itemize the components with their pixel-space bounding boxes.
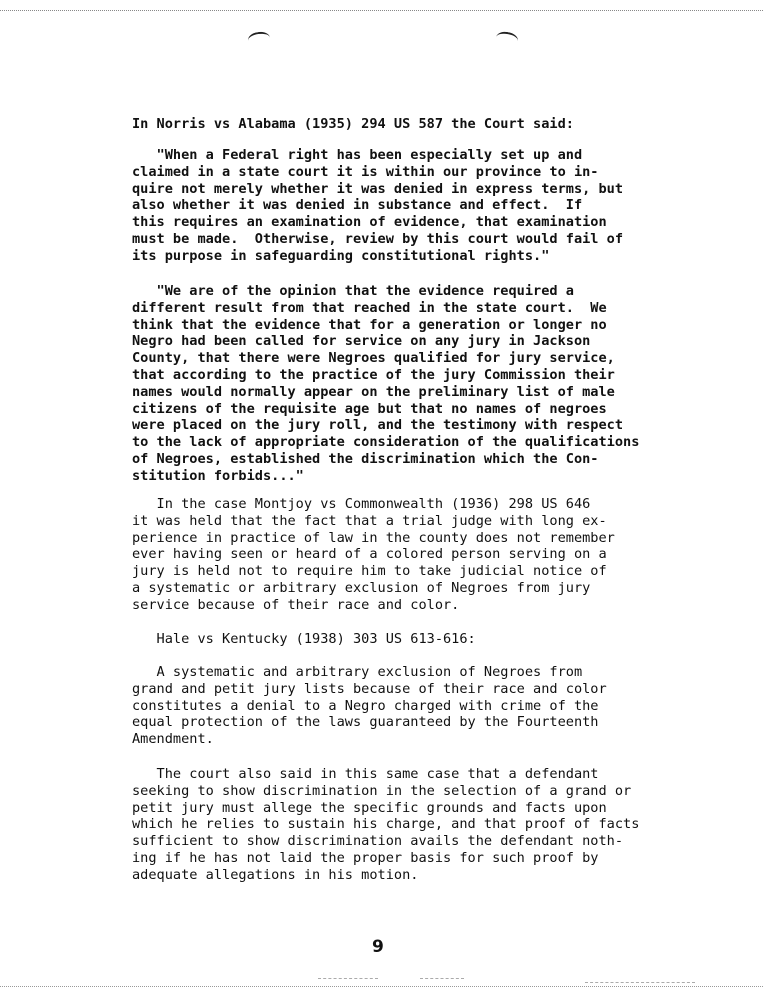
binder-mark-left xyxy=(247,31,271,48)
case-heading-hale xyxy=(132,631,702,648)
text-line: "When a Federal right has been especially set up and xyxy=(132,147,583,163)
paragraph-opinion-quote xyxy=(132,283,702,485)
text-line: ever having seen or heard of a colored person serving on a xyxy=(132,546,607,563)
page-number: 9 xyxy=(372,937,384,957)
scan-smudge xyxy=(585,982,695,984)
text-line: names would normally appear on the preliminary list of male xyxy=(132,383,615,400)
text-line: seeking to show discrimination in the selection of a grand or xyxy=(132,782,632,799)
text-line: it was held that the fact that a trial judge with long ex- xyxy=(132,512,607,529)
text-line: quire not merely whether it was denied in express terms, but xyxy=(132,180,624,197)
scan-smudge xyxy=(318,978,378,980)
text-line: also whether it was denied in substance and effect. If xyxy=(132,197,583,214)
binder-mark-right xyxy=(495,30,519,48)
text-line: claimed in a state court it is within our province to in- xyxy=(132,163,599,180)
text-line: Amendment. xyxy=(132,731,214,748)
case-heading-norris: In Norris vs Alabama (1935) 294 US 587 the Court said: xyxy=(132,116,574,132)
text-line: of Negroes, established the discrimination which the Con- xyxy=(132,450,599,467)
text-line: petit jury must allege the specific grounds and facts upon xyxy=(132,799,607,816)
text-line: adequate allegations in his motion. xyxy=(132,866,419,883)
text-line: A systematic and arbitrary exclusion of Negroes from xyxy=(132,664,583,680)
text-line: jury is held not to require him to take judicial notice of xyxy=(132,563,607,580)
text-line: a systematic or arbitrary exclusion of Negroes from jury xyxy=(132,579,591,596)
text-line: The court also said in this same case that a defendant xyxy=(132,766,599,782)
paragraph-hale-summary xyxy=(132,664,702,748)
text-line: that according to the practice of the jury Commission their xyxy=(132,366,615,383)
text-line: its purpose in safeguarding constitutional rights." xyxy=(132,247,550,264)
text-line: different result from that reached in the state court. We xyxy=(132,299,607,316)
text-line: perience in practice of law in the county does not remember xyxy=(132,529,615,546)
paragraph-montjoy xyxy=(132,496,702,614)
text-line: County, that there were Negroes qualified for jury service, xyxy=(132,350,615,367)
text-line: service because of their race and color. xyxy=(132,596,460,613)
text-line: sufficient to show discrimination avails the defendant noth- xyxy=(132,833,624,850)
text-line: must be made. Otherwise, review by this court would fail of xyxy=(132,230,624,247)
text-line: In the case Montjoy vs Commonwealth (1936) 298 US 646 xyxy=(132,496,591,512)
text-line: constitutes a denial to a Negro charged with crime of the xyxy=(132,697,599,714)
text-line: citizens of the requisite age but that no names of negroes xyxy=(132,400,607,417)
paragraph-norris-quote xyxy=(132,147,702,265)
text-line: this requires an examination of evidence, that examination xyxy=(132,214,607,231)
text-line: grand and petit jury lists because of their race and color xyxy=(132,680,607,697)
scan-edge-top xyxy=(0,10,763,11)
text-line: which he relies to sustain his charge, and that proof of facts xyxy=(132,816,640,833)
text-line: "We are of the opinion that the evidence required a xyxy=(132,283,574,299)
paragraph-court-also-said xyxy=(132,766,702,884)
scan-smudge xyxy=(420,978,464,980)
text-line: Negro had been called for service on any jury in Jackson xyxy=(132,333,591,350)
text-line: ing if he has not laid the proper basis for such proof by xyxy=(132,849,599,866)
text-line: think that the evidence that for a generation or longer no xyxy=(132,316,607,333)
text-line: to the lack of appropriate consideration of the qualifications xyxy=(132,434,640,451)
text-line: were placed on the jury roll, and the testimony with respect xyxy=(132,417,624,434)
text-line: Hale vs Kentucky (1938) 303 US 613-616: xyxy=(132,631,476,647)
text-line: stitution forbids..." xyxy=(132,467,304,484)
text-line: equal protection of the laws guaranteed by the Fourteenth xyxy=(132,714,599,731)
scan-edge-bottom xyxy=(0,986,763,987)
